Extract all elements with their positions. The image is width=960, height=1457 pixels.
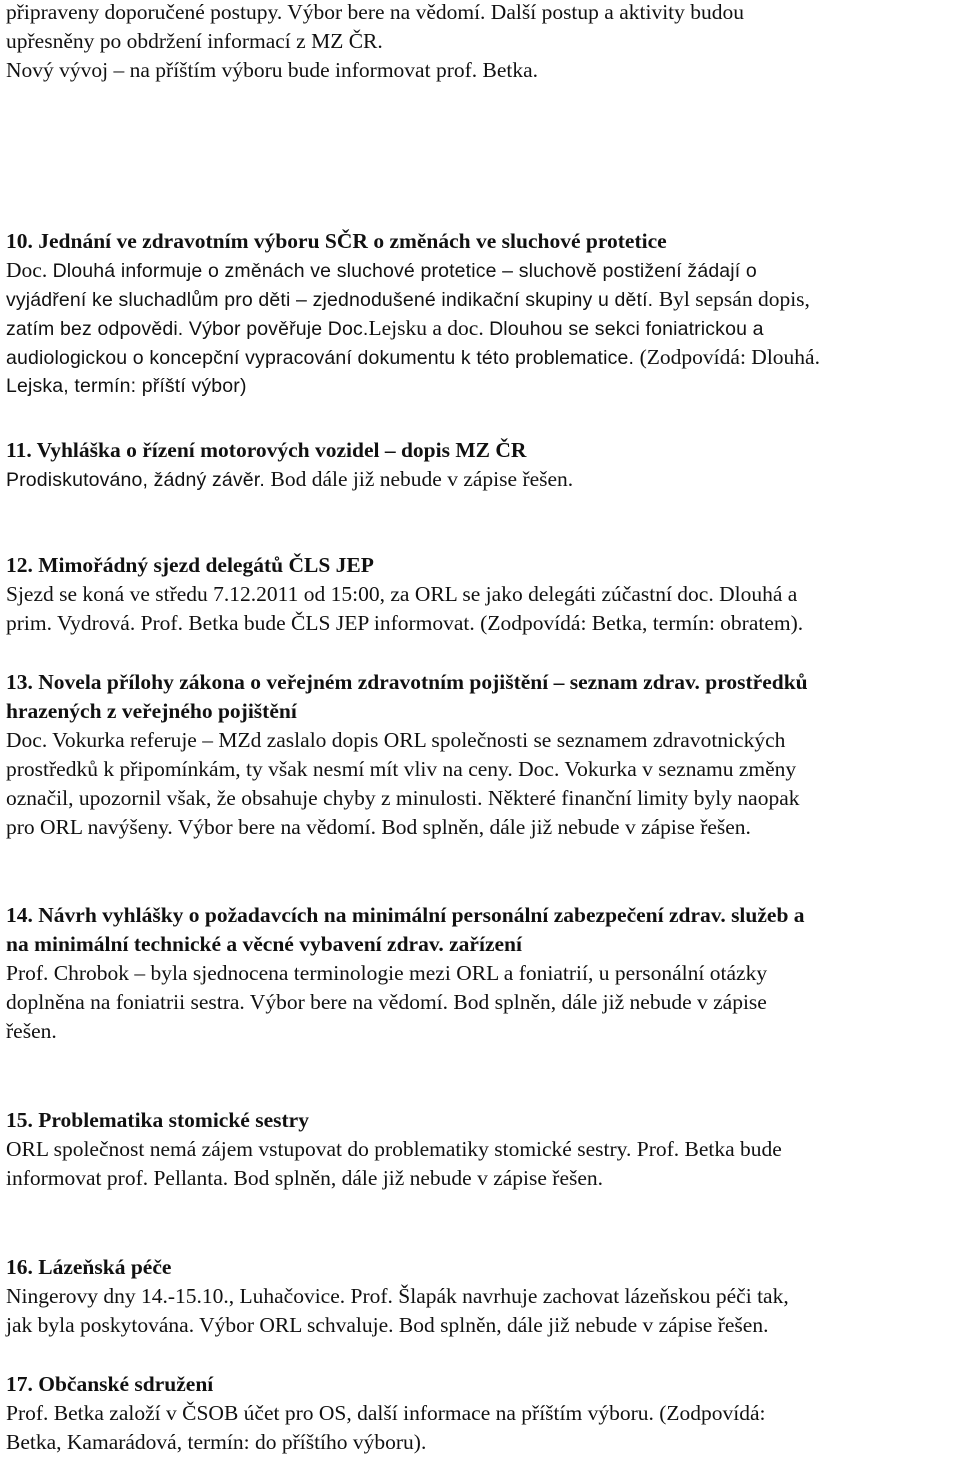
item-14-heading-2: na minimální technické a věcné vybavení zdrav. zařízení	[6, 932, 522, 956]
item-12-line-2: prim. Vydrová. Prof. Betka bude ČLS JEP informovat. (Zodpovídá: Betka, termín: obratem).	[6, 611, 804, 635]
item-13-line-2: prostředků k připomínkám, ty však nesmí mít vliv na ceny. Doc. Vokurka v seznamu změny	[6, 757, 797, 781]
item-14-heading-1: 14. Návrh vyhlášky o požadavcích na minimální personální zabezpečení zdrav. služeb a	[6, 903, 805, 927]
item-10-line-5: Lejska, termín: příští výbor)	[6, 375, 247, 397]
item-15-line-1: ORL společnost nemá zájem vstupovat do problematiky stomické sestry. Prof. Betka bude	[6, 1137, 782, 1161]
item-16-line-1: Ningerovy dny 14.-15.10., Luhačovice. Prof. Šlapák navrhuje zachovat lázeňskou péči tak,	[6, 1284, 789, 1308]
item-10-heading: 10. Jednání ve zdravotním výboru SČR o změnách ve sluchové protetice	[6, 229, 667, 253]
text-run: vyjádření ke sluchadlům pro děti – zjednodušené indikační skupiny u dětí.	[6, 289, 659, 311]
item-15-heading: 15. Problematika stomické sestry	[6, 1108, 309, 1132]
text-run: Dlouhou se sekci foniatrickou a	[489, 318, 764, 340]
item-12-heading: 12. Mimořádný sjezd delegátů ČLS JEP	[6, 553, 374, 577]
intro-line-1: připraveny doporučené postupy. Výbor bere na vědomí. Další postup a aktivity budou	[6, 0, 745, 24]
text-run: audiologickou o koncepční vypracování dokumentu k této problematice.	[6, 347, 640, 369]
text-run: Prodiskutováno, žádný závěr.	[6, 469, 271, 491]
item-14-line-3: řešen.	[6, 1019, 57, 1043]
item-13-line-1: Doc. Vokurka referuje – MZd zaslalo dopis ORL společnosti se seznamem zdravotnických	[6, 728, 786, 752]
item-17-line-1: Prof. Betka založí v ČSOB účet pro OS, další informace na příštím výboru. (Zodpovídá:	[6, 1401, 766, 1425]
intro-line-2: upřesněny po obdržení informací z MZ ČR.	[6, 29, 383, 53]
text-run: Doc.	[6, 258, 53, 282]
item-13-line-3: označil, upozornil však, že obsahuje chyby z minulosti. Některé finanční limity byly naopak	[6, 786, 800, 810]
item-13-line-4: pro ORL navýšeny. Výbor bere na vědomí. Bod splněn, dále již nebude v zápise řešen.	[6, 815, 751, 839]
text-run: Byl sepsán dopis,	[658, 287, 810, 311]
intro-line-3: Nový vývoj – na příštím výboru bude informovat prof. Betka.	[6, 58, 539, 82]
item-10-line-2	[6, 285, 810, 315]
item-14-line-2: doplněna na foniatrii sestra. Výbor bere na vědomí. Bod splněn, dále již nebude v zápise	[6, 990, 767, 1014]
item-13-heading-2: hrazených z veřejného pojištění	[6, 699, 297, 723]
item-15-line-2: informovat prof. Pellanta. Bod splněn, dále již nebude v zápise řešen.	[6, 1166, 604, 1190]
item-11-line-1	[6, 465, 573, 495]
item-11-heading: 11. Vyhláška o řízení motorových vozidel – dopis MZ ČR	[6, 438, 527, 462]
text-run: Dlouhá informuje o změnách ve sluchové protetice – sluchově postižení žádají o	[52, 260, 757, 282]
item-12-line-1: Sjezd se koná ve středu 7.12.2011 od 15:00, za ORL se jako delegáti zúčastní doc. Dlouhá a	[6, 582, 798, 606]
item-10-line-4	[6, 343, 820, 373]
text-run: Lejsku a doc.	[368, 316, 490, 340]
text-run: Bod dále již nebude v zápise řešen.	[270, 467, 574, 491]
item-10-line-3	[6, 314, 764, 344]
item-17-heading: 17. Občanské sdružení	[6, 1372, 214, 1396]
item-10-line-1	[6, 256, 757, 286]
item-13-heading-1: 13. Novela přílohy zákona o veřejném zdravotním pojištění – seznam zdrav. prostředků	[6, 670, 808, 694]
item-16-heading: 16. Lázeňská péče	[6, 1255, 172, 1279]
item-17-line-2: Betka, Kamarádová, termín: do příštího výboru).	[6, 1430, 427, 1454]
text-run: zatím bez odpovědi. Výbor pověřuje Doc.	[6, 318, 369, 340]
item-16-line-2: jak byla poskytována. Výbor ORL schvaluje. Bod splněn, dále již nebude v zápise řešen.	[6, 1313, 769, 1337]
text-run: (Zodpovídá: Dlouhá.	[639, 345, 820, 369]
item-14-line-1: Prof. Chrobok – byla sjednocena terminologie mezi ORL a foniatrií, u personální otázky	[6, 961, 768, 985]
